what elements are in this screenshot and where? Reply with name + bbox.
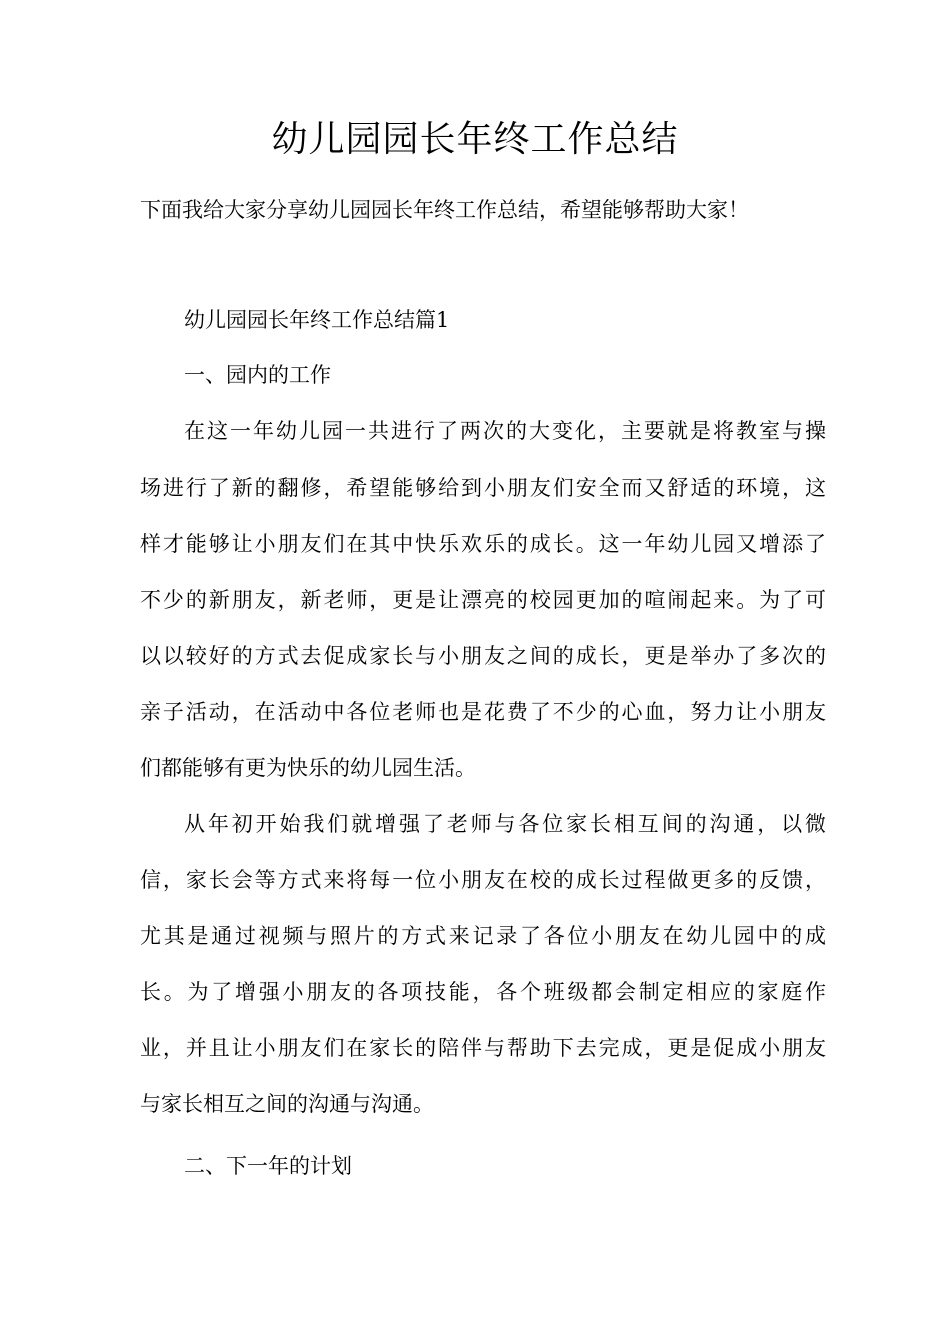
paragraph-line: 业，并且让小朋友们在家长的陪伴与帮助下去完成，更是促成小朋友 [140,1036,826,1060]
paragraph-line: 不少的新朋友，新老师，更是让漂亮的校园更加的喧闹起来。为了可 [140,588,826,612]
paragraph-line: 从年初开始我们就增强了老师与各位家长相互间的沟通，以微 [184,812,826,836]
section-title: 幼儿园园长年终工作总结篇1 [184,308,450,332]
document-title: 幼儿园园长年终工作总结 [271,119,679,160]
heading-next-year-plan: 二、下一年的计划 [184,1154,352,1178]
paragraph-line: 在这一年幼儿园一共进行了两次的大变化，主要就是将教室与操 [184,419,826,443]
paragraph-line: 与家长相互之间的沟通与沟通。 [140,1092,434,1116]
paragraph-line: 信，家长会等方式来将每一位小朋友在校的成长过程做更多的反馈， [140,868,826,892]
paragraph-line: 以以较好的方式去促成家长与小朋友之间的成长，更是举办了多次的 [140,644,826,668]
paragraph-line: 样才能够让小朋友们在其中快乐欢乐的成长。这一年幼儿园又增添了 [140,532,826,556]
intro-text: 下面我给大家分享幼儿园园长年终工作总结，希望能够帮助大家！ [140,198,749,222]
paragraph-line: 们都能够有更为快乐的幼儿园生活。 [140,756,476,780]
paragraph-line: 尤其是通过视频与照片的方式来记录了各位小朋友在幼儿园中的成 [140,924,826,948]
paragraph-line: 长。为了增强小朋友的各项技能，各个班级都会制定相应的家庭作 [140,980,826,1004]
paragraph-line: 亲子活动，在活动中各位老师也是花费了不少的心血，努力让小朋友 [140,700,826,724]
paragraph-line: 场进行了新的翻修，希望能够给到小朋友们安全而又舒适的环境，这 [140,476,826,500]
heading-garden-work: 一、园内的工作 [184,363,331,387]
